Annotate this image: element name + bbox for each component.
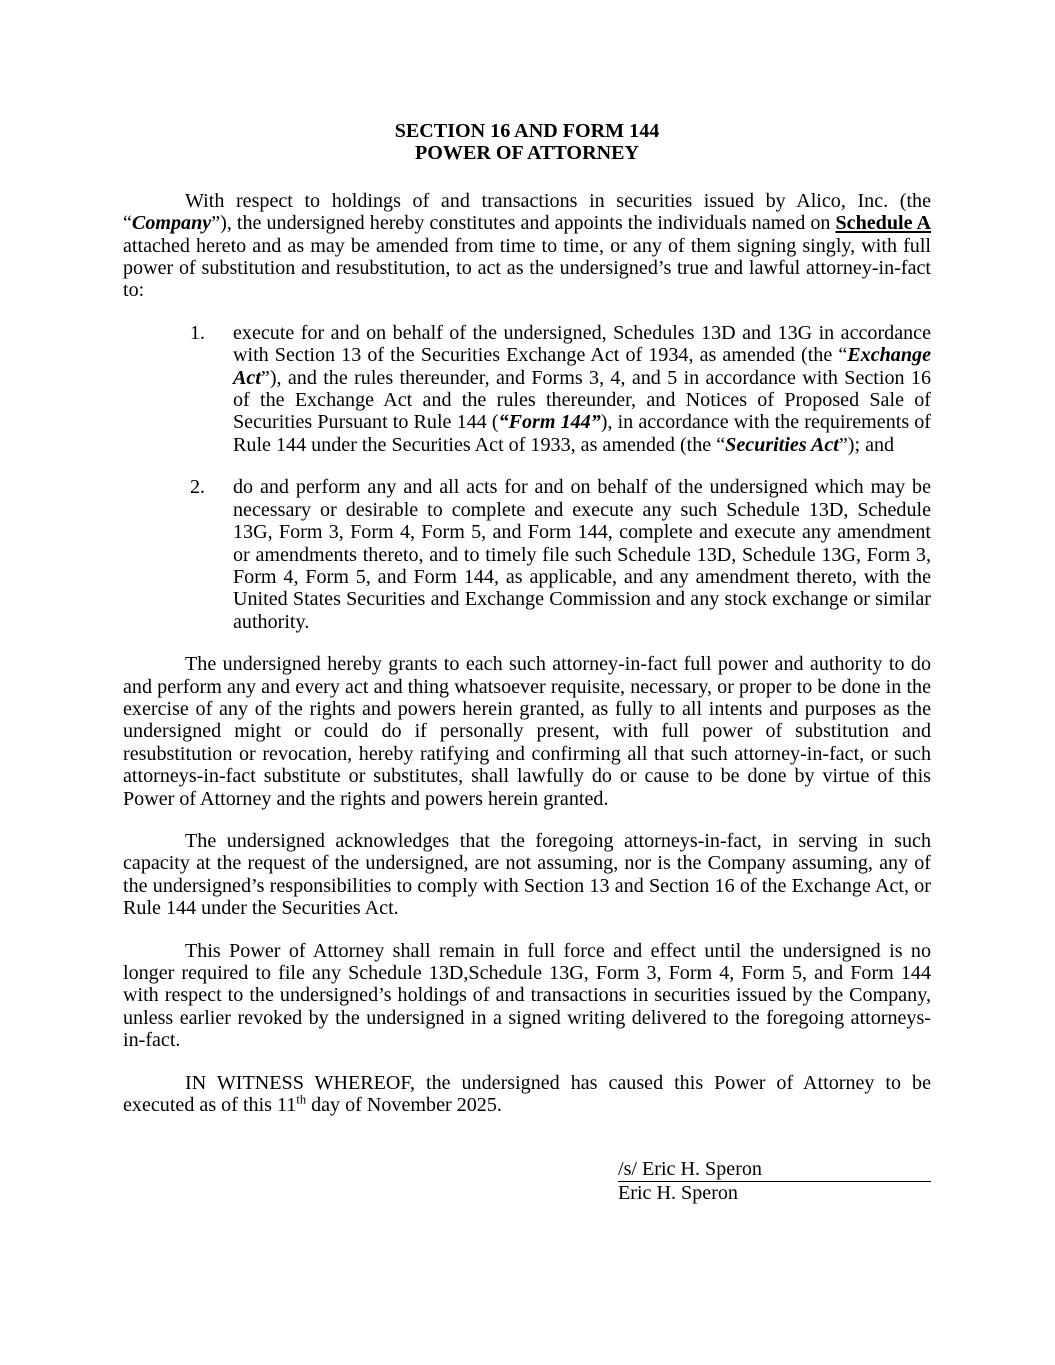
signature-line: /s/ Eric H. Speron bbox=[618, 1158, 931, 1181]
term-securities-act: Securities Act bbox=[725, 433, 839, 456]
item1-text: ), in accordance with the requirements of Rule 144 under the Securities Act of 1933, as amended (the “ bbox=[233, 411, 931, 456]
list-item-1-text bbox=[233, 322, 931, 456]
intro-text: With respect to holdings of and transactions in securities issued by Alico, Inc. (the “ bbox=[123, 189, 931, 235]
term-company: Company bbox=[131, 212, 212, 235]
list-item-1-number: 1. bbox=[190, 321, 206, 344]
title-line-1: SECTION 16 AND FORM 144 bbox=[394, 120, 660, 142]
term-exchange-act: Exchange Act bbox=[233, 344, 931, 389]
item1-text: ”); and bbox=[838, 433, 895, 456]
document-title bbox=[123, 120, 931, 165]
signature-block bbox=[618, 1158, 931, 1204]
paragraph-acknowledgment: The undersigned acknowledges that the foregoing attorneys-in-fact, in serving in such capacity at the request of the undersigned, are not assuming, nor is the Company assuming, any of the undersigned’s responsibilities to comply with Section 13 and Section 16 of the Exchange Act, or Rule 144 under the Securities Act. bbox=[123, 829, 931, 920]
paragraph-intro bbox=[123, 190, 931, 302]
list-item-2 bbox=[190, 476, 931, 633]
signatory-name: Eric H. Speron bbox=[618, 1181, 738, 1204]
ordinal-suffix: th bbox=[296, 1092, 307, 1107]
paragraph-witness bbox=[123, 1072, 931, 1117]
item1-text: execute for and on behalf of the undersigned, Schedules 13D and 13G in accordance with Section 13 of the Securities Exchange Act of 1934, as amended (the “ bbox=[233, 321, 931, 367]
list-item-2-number: 2. bbox=[190, 476, 206, 499]
intro-text: attached hereto and as may be amended from time to time, or any of them signing singly, with full power of substitution and resubstitution, to act as the undersigned’s true and lawful attorney-in-fact to: bbox=[123, 234, 931, 302]
paragraph-grant: The undersigned hereby grants to each such attorney-in-fact full power and authority to do and perform any and every act and thing whatsoever requisite, necessary, or proper to be done in the exercise of any of the rights and powers herein granted, as fully to all intents and purposes as the undersigned might or could do if personally present, with full power of substitution and resubstitution or revocation, hereby ratifying and confirming all that such attorney-in-fact, or such attorneys-in-fact substitute or substitutes, shall lawfully do or cause to be done by virtue of this Power of Attorney and the rights and powers herein granted. bbox=[123, 653, 931, 810]
witness-text: IN WITNESS WHEREOF, the undersigned has caused this Power of Attorney to be executed as of this 11 bbox=[123, 1071, 931, 1117]
intro-text: ”), the undersigned hereby constitutes and appoints the individuals named on bbox=[211, 212, 836, 235]
title-line-2: POWER OF ATTORNEY bbox=[414, 142, 640, 165]
list-item-2-text: do and perform any and all acts for and on behalf of the undersigned which may be necessary or desirable to complete and execute any such Schedule 13D, Schedule 13G, Form 3, Form 4, Form 5, and Form 144, complete and execute any amendment or amendments thereto, and to timely file such Schedule 13D, Schedule 13G, Form 3, Form 4, Form 5, and Form 144, as applicable, and any amendment thereto, with the United States Securities and Exchange Commission and any stock exchange or similar authority. bbox=[233, 476, 931, 633]
list-item-1 bbox=[190, 322, 931, 456]
term-form-144: “Form 144” bbox=[498, 411, 601, 434]
paragraph-duration: This Power of Attorney shall remain in full force and effect until the undersigned is no longer required to file any Schedule 13D,Schedule 13G, Form 3, Form 4, Form 5, and Form 144 with respect to the undersigned’s holdings of and transactions in securities issued by the Company, unless earlier revoked by the undersigned in a signed writing delivered to the foregoing attorneys-in-fact. bbox=[123, 939, 931, 1052]
term-schedule-a: Schedule A bbox=[835, 212, 931, 235]
witness-text: day of November 2025. bbox=[306, 1094, 502, 1117]
item1-text: ”), and the rules thereunder, and Forms 3, 4, and 5 in accordance with Section 16 of the Exchange Act and the rules thereunder, and Notices of Proposed Sale of Securities Pursuant to Rule 144 ( bbox=[233, 366, 931, 434]
